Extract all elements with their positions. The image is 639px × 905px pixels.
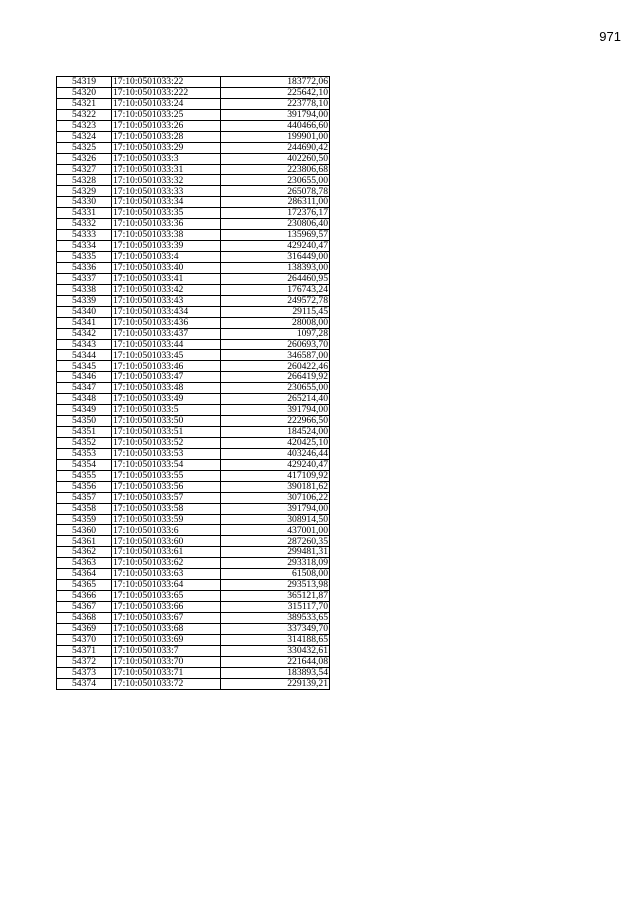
cadastral-number-cell: 17:10:0501033:437 (112, 328, 221, 339)
cadastral-number-cell: 17:10:0501033:22 (112, 77, 221, 88)
row-number-cell: 54373 (57, 667, 112, 678)
cadastral-number-cell: 17:10:0501033:72 (112, 678, 221, 689)
cadastral-number-cell: 17:10:0501033:41 (112, 273, 221, 284)
row-number-cell: 54372 (57, 656, 112, 667)
row-number-cell: 54320 (57, 87, 112, 98)
table-row (57, 361, 330, 372)
table-row (57, 503, 330, 514)
row-number-cell: 54360 (57, 525, 112, 536)
table-row (57, 197, 330, 208)
table-row (57, 448, 330, 459)
value-cell: 172376,17 (221, 208, 330, 219)
cadastral-number-cell: 17:10:0501033:35 (112, 208, 221, 219)
row-number-cell: 54359 (57, 514, 112, 525)
table-row (57, 547, 330, 558)
value-cell: 391794,00 (221, 405, 330, 416)
cadastral-number-cell: 17:10:0501033:67 (112, 612, 221, 623)
value-cell: 223806,68 (221, 164, 330, 175)
table-row (57, 252, 330, 263)
cadastral-number-cell: 17:10:0501033:64 (112, 580, 221, 591)
value-cell: 28008,00 (221, 317, 330, 328)
table-row (57, 602, 330, 613)
cadastral-number-cell: 17:10:0501033:47 (112, 372, 221, 383)
table-row (57, 87, 330, 98)
value-cell: 244690,42 (221, 142, 330, 153)
table-row (57, 230, 330, 241)
table-row (57, 186, 330, 197)
value-cell: 225642,10 (221, 87, 330, 98)
row-number-cell: 54334 (57, 241, 112, 252)
cadastral-number-cell: 17:10:0501033:6 (112, 525, 221, 536)
table-body (57, 77, 330, 690)
table-row (57, 328, 330, 339)
row-number-cell: 54358 (57, 503, 112, 514)
table-row (57, 175, 330, 186)
cadastral-number-cell: 17:10:0501033:71 (112, 667, 221, 678)
table-row (57, 295, 330, 306)
row-number-cell: 54370 (57, 634, 112, 645)
value-cell: 230655,00 (221, 383, 330, 394)
value-cell: 184524,00 (221, 427, 330, 438)
row-number-cell: 54340 (57, 306, 112, 317)
table-row (57, 405, 330, 416)
row-number-cell: 54369 (57, 623, 112, 634)
value-cell: 308914,50 (221, 514, 330, 525)
row-number-cell: 54346 (57, 372, 112, 383)
value-cell: 183772,06 (221, 77, 330, 88)
value-cell: 61508,00 (221, 569, 330, 580)
cadastral-number-cell: 17:10:0501033:56 (112, 481, 221, 492)
table-row (57, 219, 330, 230)
cadastral-number-cell: 17:10:0501033:29 (112, 142, 221, 153)
value-cell: 222966,50 (221, 416, 330, 427)
cadastral-number-cell: 17:10:0501033:4 (112, 252, 221, 263)
value-cell: 135969,57 (221, 230, 330, 241)
table-row (57, 164, 330, 175)
cadastral-number-cell: 17:10:0501033:61 (112, 547, 221, 558)
row-number-cell: 54347 (57, 383, 112, 394)
cadastral-number-cell: 17:10:0501033:7 (112, 645, 221, 656)
row-number-cell: 54363 (57, 558, 112, 569)
value-cell: 287260,35 (221, 536, 330, 547)
value-cell: 389533,65 (221, 612, 330, 623)
cadastral-number-cell: 17:10:0501033:59 (112, 514, 221, 525)
cadastral-number-cell: 17:10:0501033:5 (112, 405, 221, 416)
value-cell: 391794,00 (221, 109, 330, 120)
row-number-cell: 54321 (57, 98, 112, 109)
table-row (57, 339, 330, 350)
cadastral-number-cell: 17:10:0501033:31 (112, 164, 221, 175)
table-row (57, 645, 330, 656)
value-cell: 420425,10 (221, 437, 330, 448)
row-number-cell: 54331 (57, 208, 112, 219)
table-row (57, 284, 330, 295)
table-row (57, 394, 330, 405)
table-row (57, 262, 330, 273)
row-number-cell: 54339 (57, 295, 112, 306)
table-row (57, 208, 330, 219)
value-cell: 293318,09 (221, 558, 330, 569)
cadastral-number-cell: 17:10:0501033:57 (112, 492, 221, 503)
cadastral-number-cell: 17:10:0501033:46 (112, 361, 221, 372)
cadastral-number-cell: 17:10:0501033:53 (112, 448, 221, 459)
row-number-cell: 54366 (57, 591, 112, 602)
value-cell: 29115,45 (221, 306, 330, 317)
cadastral-number-cell: 17:10:0501033:49 (112, 394, 221, 405)
value-cell: 429240,47 (221, 241, 330, 252)
table-row (57, 656, 330, 667)
cadastral-number-cell: 17:10:0501033:34 (112, 197, 221, 208)
row-number-cell: 54336 (57, 262, 112, 273)
row-number-cell: 54326 (57, 153, 112, 164)
cadastral-number-cell: 17:10:0501033:65 (112, 591, 221, 602)
cadastral-number-cell: 17:10:0501033:222 (112, 87, 221, 98)
row-number-cell: 54337 (57, 273, 112, 284)
table-row (57, 678, 330, 689)
table-row (57, 558, 330, 569)
row-number-cell: 54374 (57, 678, 112, 689)
cadastral-number-cell: 17:10:0501033:436 (112, 317, 221, 328)
cadastral-number-cell: 17:10:0501033:66 (112, 602, 221, 613)
table-row (57, 77, 330, 88)
row-number-cell: 54332 (57, 219, 112, 230)
table-row (57, 481, 330, 492)
cadastral-number-cell: 17:10:0501033:69 (112, 634, 221, 645)
value-cell: 346587,00 (221, 350, 330, 361)
row-number-cell: 54368 (57, 612, 112, 623)
value-cell: 264460,95 (221, 273, 330, 284)
value-cell: 265078,78 (221, 186, 330, 197)
row-number-cell: 54350 (57, 416, 112, 427)
cadastral-number-cell: 17:10:0501033:26 (112, 120, 221, 131)
table-row (57, 667, 330, 678)
value-cell: 299481,31 (221, 547, 330, 558)
value-cell: 316449,00 (221, 252, 330, 263)
cadastral-number-cell: 17:10:0501033:70 (112, 656, 221, 667)
value-cell: 260422,46 (221, 361, 330, 372)
table-row (57, 98, 330, 109)
table-row (57, 317, 330, 328)
row-number-cell: 54324 (57, 131, 112, 142)
table-row (57, 273, 330, 284)
row-number-cell: 54367 (57, 602, 112, 613)
table-row (57, 306, 330, 317)
table-row (57, 459, 330, 470)
table-row (57, 492, 330, 503)
cadastral-number-cell: 17:10:0501033:54 (112, 459, 221, 470)
row-number-cell: 54364 (57, 569, 112, 580)
row-number-cell: 54329 (57, 186, 112, 197)
value-cell: 391794,00 (221, 503, 330, 514)
cadastral-number-cell: 17:10:0501033:63 (112, 569, 221, 580)
cadastral-number-cell: 17:10:0501033:40 (112, 262, 221, 273)
row-number-cell: 54322 (57, 109, 112, 120)
value-cell: 1097,28 (221, 328, 330, 339)
value-cell: 199901,00 (221, 131, 330, 142)
row-number-cell: 54353 (57, 448, 112, 459)
table-row (57, 514, 330, 525)
cadastral-number-cell: 17:10:0501033:68 (112, 623, 221, 634)
value-cell: 266419,92 (221, 372, 330, 383)
row-number-cell: 54328 (57, 175, 112, 186)
table-row (57, 634, 330, 645)
cadastral-number-cell: 17:10:0501033:43 (112, 295, 221, 306)
cadastral-number-cell: 17:10:0501033:51 (112, 427, 221, 438)
table-row (57, 383, 330, 394)
value-cell: 229139,21 (221, 678, 330, 689)
table-row (57, 612, 330, 623)
table-row (57, 623, 330, 634)
cadastral-number-cell: 17:10:0501033:32 (112, 175, 221, 186)
value-cell: 265214,40 (221, 394, 330, 405)
table-row (57, 142, 330, 153)
table-row (57, 372, 330, 383)
cadastral-number-cell: 17:10:0501033:45 (112, 350, 221, 361)
row-number-cell: 54319 (57, 77, 112, 88)
table-row (57, 131, 330, 142)
table-row (57, 241, 330, 252)
cadastral-number-cell: 17:10:0501033:48 (112, 383, 221, 394)
value-cell: 365121,87 (221, 591, 330, 602)
row-number-cell: 54371 (57, 645, 112, 656)
value-cell: 260693,70 (221, 339, 330, 350)
cadastral-number-cell: 17:10:0501033:38 (112, 230, 221, 241)
row-number-cell: 54335 (57, 252, 112, 263)
cadastral-number-cell: 17:10:0501033:434 (112, 306, 221, 317)
value-cell: 417109,92 (221, 470, 330, 481)
row-number-cell: 54343 (57, 339, 112, 350)
table-row (57, 525, 330, 536)
table-row (57, 120, 330, 131)
cadastral-number-cell: 17:10:0501033:60 (112, 536, 221, 547)
table-row (57, 569, 330, 580)
value-cell: 176743,24 (221, 284, 330, 295)
cadastral-number-cell: 17:10:0501033:3 (112, 153, 221, 164)
row-number-cell: 54338 (57, 284, 112, 295)
row-number-cell: 54325 (57, 142, 112, 153)
value-cell: 249572,78 (221, 295, 330, 306)
row-number-cell: 54352 (57, 437, 112, 448)
value-cell: 293513,98 (221, 580, 330, 591)
value-cell: 230655,00 (221, 175, 330, 186)
row-number-cell: 54323 (57, 120, 112, 131)
table-row (57, 591, 330, 602)
value-cell: 429240,47 (221, 459, 330, 470)
cadastral-number-cell: 17:10:0501033:24 (112, 98, 221, 109)
row-number-cell: 54362 (57, 547, 112, 558)
row-number-cell: 54333 (57, 230, 112, 241)
row-number-cell: 54348 (57, 394, 112, 405)
value-cell: 440466,60 (221, 120, 330, 131)
cadastral-number-cell: 17:10:0501033:42 (112, 284, 221, 295)
row-number-cell: 54356 (57, 481, 112, 492)
row-number-cell: 54351 (57, 427, 112, 438)
value-cell: 223778,10 (221, 98, 330, 109)
table-row (57, 470, 330, 481)
row-number-cell: 54345 (57, 361, 112, 372)
value-cell: 315117,70 (221, 602, 330, 613)
cadastral-number-cell: 17:10:0501033:33 (112, 186, 221, 197)
value-cell: 307106,22 (221, 492, 330, 503)
table-row (57, 536, 330, 547)
cadastral-number-cell: 17:10:0501033:39 (112, 241, 221, 252)
cadastral-number-cell: 17:10:0501033:50 (112, 416, 221, 427)
cadastral-number-cell: 17:10:0501033:36 (112, 219, 221, 230)
row-number-cell: 54327 (57, 164, 112, 175)
row-number-cell: 54342 (57, 328, 112, 339)
table-row (57, 580, 330, 591)
row-number-cell: 54355 (57, 470, 112, 481)
row-number-cell: 54344 (57, 350, 112, 361)
value-cell: 330432,61 (221, 645, 330, 656)
row-number-cell: 54361 (57, 536, 112, 547)
table-row (57, 437, 330, 448)
table-row (57, 427, 330, 438)
value-cell: 337349,70 (221, 623, 330, 634)
value-cell: 314188,65 (221, 634, 330, 645)
cadastral-number-cell: 17:10:0501033:55 (112, 470, 221, 481)
row-number-cell: 54354 (57, 459, 112, 470)
value-cell: 183893,54 (221, 667, 330, 678)
value-cell: 390181,62 (221, 481, 330, 492)
table-row (57, 109, 330, 120)
row-number-cell: 54349 (57, 405, 112, 416)
cadastral-table (56, 76, 330, 690)
page-number: 971 (599, 29, 621, 44)
value-cell: 221644,08 (221, 656, 330, 667)
row-number-cell: 54365 (57, 580, 112, 591)
row-number-cell: 54330 (57, 197, 112, 208)
value-cell: 403246,44 (221, 448, 330, 459)
value-cell: 138393,00 (221, 262, 330, 273)
cadastral-number-cell: 17:10:0501033:62 (112, 558, 221, 569)
table-row (57, 350, 330, 361)
value-cell: 437001,00 (221, 525, 330, 536)
table-row (57, 153, 330, 164)
row-number-cell: 54357 (57, 492, 112, 503)
row-number-cell: 54341 (57, 317, 112, 328)
value-cell: 286311,00 (221, 197, 330, 208)
cadastral-number-cell: 17:10:0501033:58 (112, 503, 221, 514)
cadastral-number-cell: 17:10:0501033:28 (112, 131, 221, 142)
value-cell: 402260,50 (221, 153, 330, 164)
cadastral-number-cell: 17:10:0501033:44 (112, 339, 221, 350)
value-cell: 230806,40 (221, 219, 330, 230)
cadastral-number-cell: 17:10:0501033:25 (112, 109, 221, 120)
table-row (57, 416, 330, 427)
cadastral-number-cell: 17:10:0501033:52 (112, 437, 221, 448)
